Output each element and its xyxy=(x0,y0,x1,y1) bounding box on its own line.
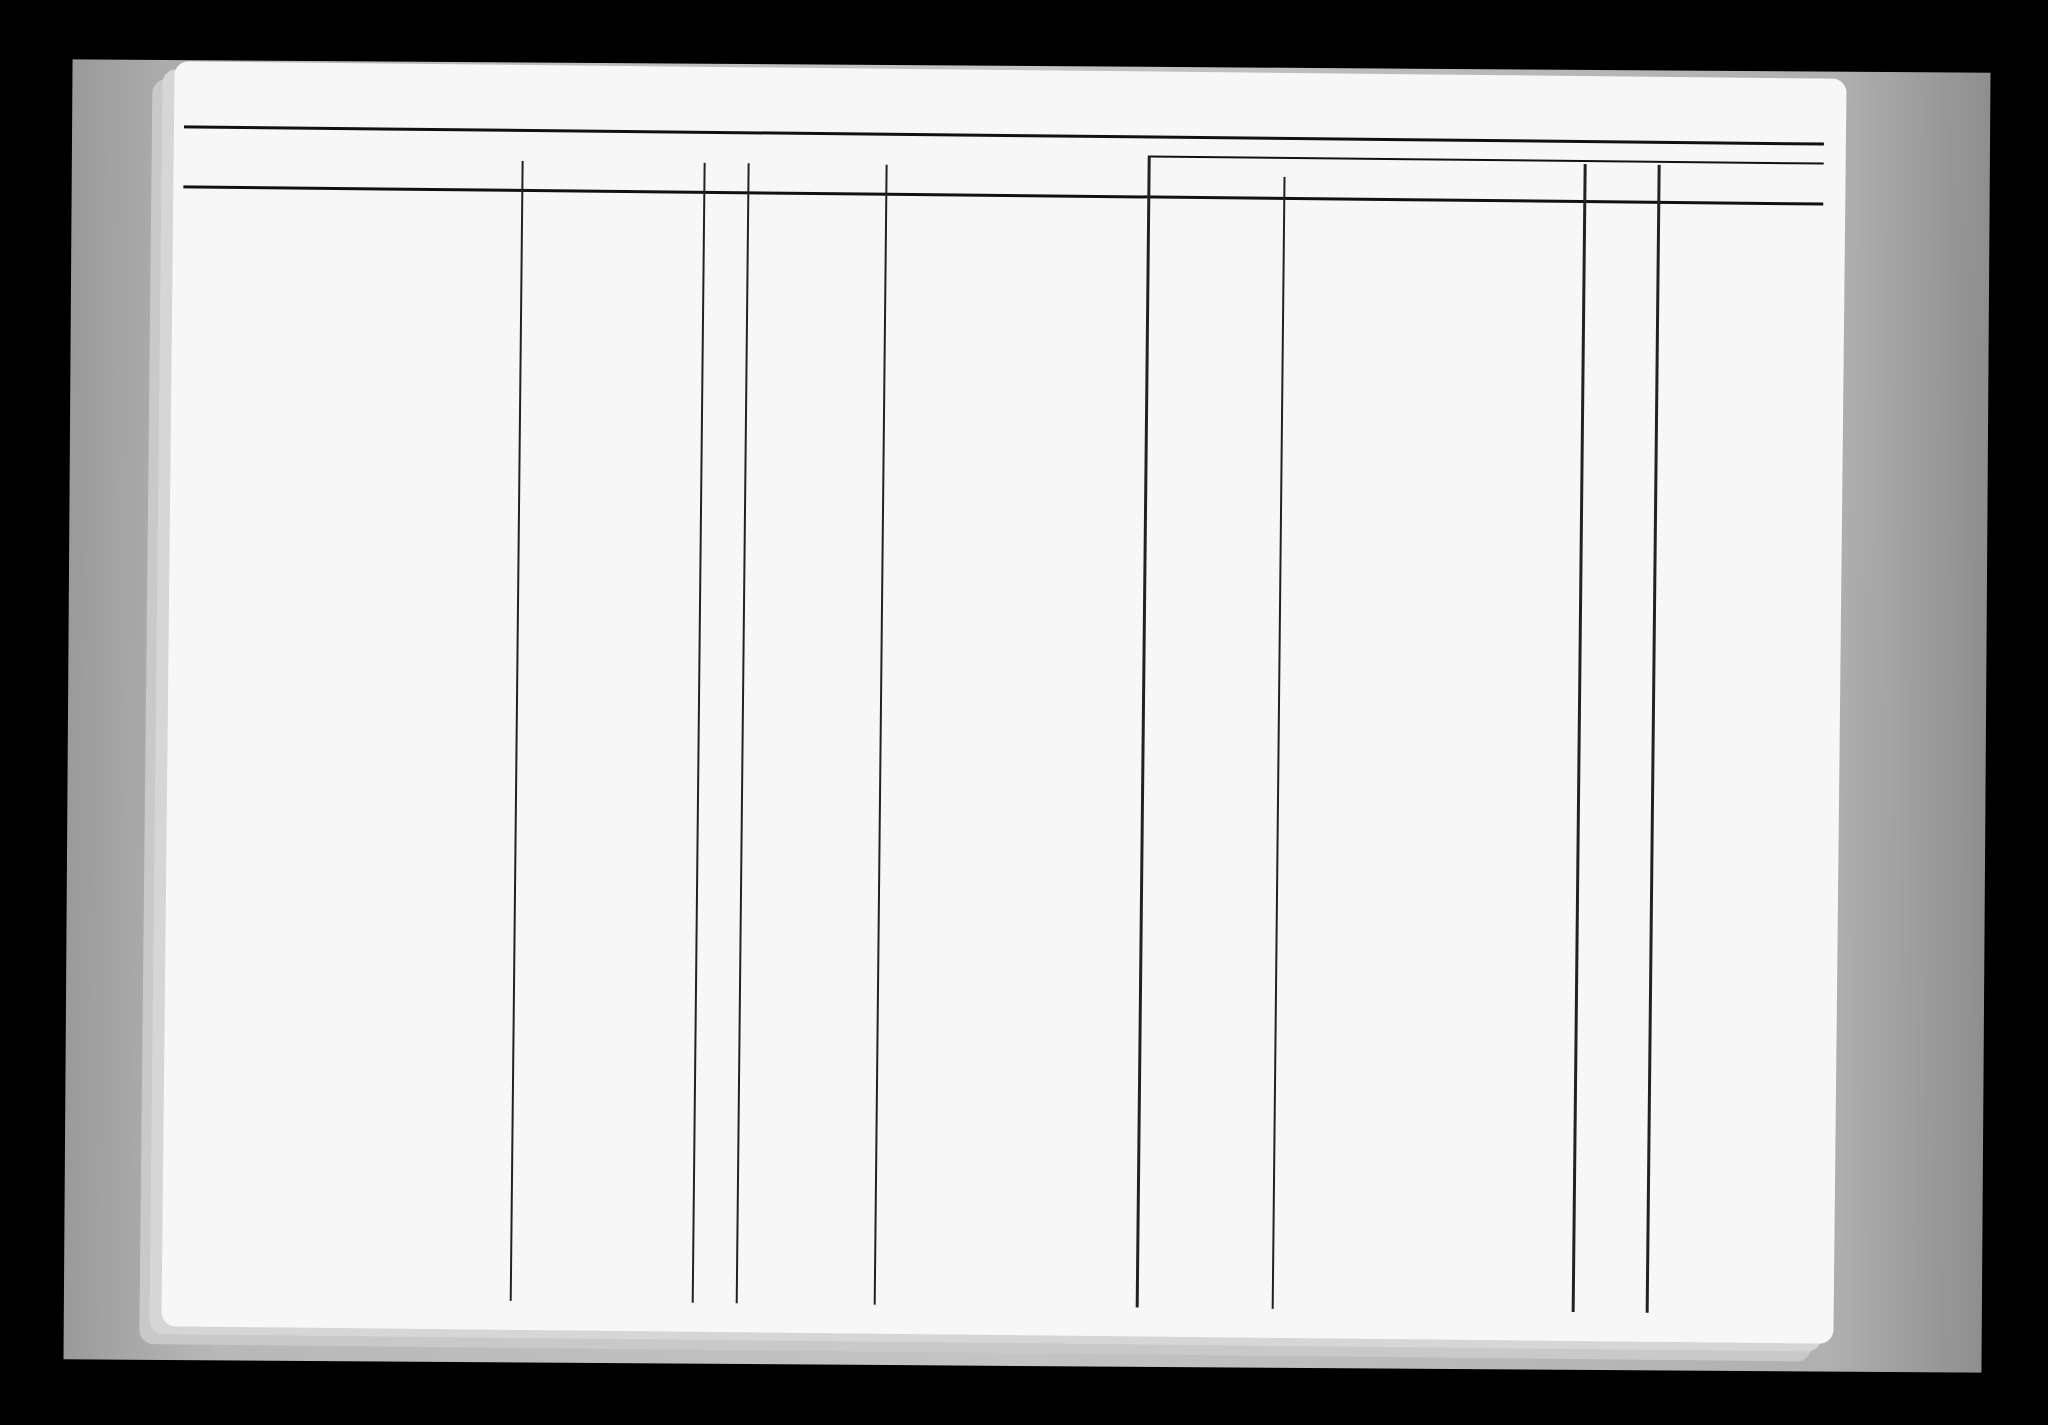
ruled-rows xyxy=(161,61,1846,1343)
record-card xyxy=(161,61,1846,1343)
